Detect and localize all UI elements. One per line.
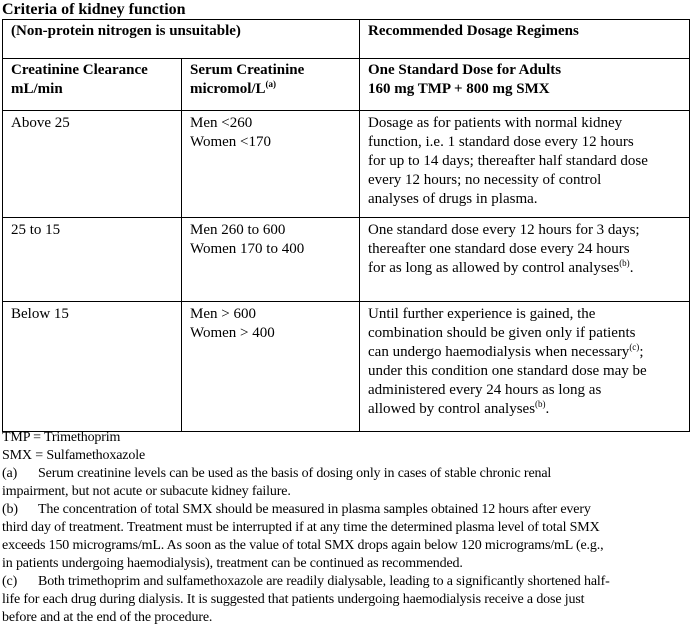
footnote-text: in patients undergoing haemodialysis), treatment can be continued as recommended. [2, 556, 463, 571]
clearance-value: Above 25 [11, 115, 70, 131]
footnote-line [2, 519, 690, 537]
clearance-header-line: Creatinine Clearance [11, 62, 148, 78]
table-row [3, 111, 690, 218]
clearance-cell [3, 111, 182, 218]
clearance-cell [3, 302, 182, 432]
regimen-cell [360, 218, 690, 302]
regimen-line [368, 152, 689, 171]
clearance-cell [3, 218, 182, 302]
kidney-function-dosage-table [2, 19, 690, 432]
clearance-header-cell [3, 59, 182, 111]
footnote-text: before and at the end of the procedure. [2, 610, 213, 625]
regimen-text: analyses of drugs in plasma. [368, 191, 538, 207]
regimen-text: thereafter one standard dose every 24 hours [368, 241, 630, 257]
standard-dose-header-cell [360, 59, 690, 111]
serum-value-men: Men 260 to 600 [190, 222, 286, 238]
footnote-label: (a) [2, 466, 18, 481]
regimen-line [368, 381, 689, 400]
abbreviation-tmp: TMP = Trimethoprim [2, 430, 121, 445]
footnote-line [2, 609, 690, 627]
serum-header-line: Serum Creatinine [190, 62, 305, 78]
serum-creatinine-cell [182, 302, 360, 432]
footnote-label: (b) [2, 502, 18, 517]
serum-value-men: Men <260 [190, 115, 253, 131]
footnote-a [2, 465, 690, 501]
footnote-line [2, 573, 690, 591]
regimen-line [368, 190, 689, 209]
serum-value-women: Women > 400 [190, 325, 275, 341]
footnote-c [2, 573, 690, 627]
footnote-ref: (c) [629, 342, 640, 352]
serum-header-unit-line [190, 80, 359, 99]
punctuation: . [545, 401, 550, 417]
serum-creatinine-cell [182, 218, 360, 302]
footnote-text: exceeds 150 micrograms/mL. As soon as the value of total SMX drops again below 120 micrograms/mL (e.g., [2, 538, 604, 553]
serum-header-cell [182, 59, 360, 111]
standard-dose-header-line: One Standard Dose for Adults [368, 62, 562, 78]
footnote-text: third day of treatment. Treatment must be interrupted if at any time the determined plasma level of total SMX [2, 520, 600, 535]
regimen-text: Until further experience is gained, the [368, 306, 596, 322]
footnote-text: The concentration of total SMX should be measured in plasma samples obtained 12 hours after every [38, 502, 591, 517]
regimen-text: One standard dose every 12 hours for 3 days; [368, 222, 640, 238]
document-title: Criteria of kidney function [2, 1, 186, 18]
regimen-header-text: Recommended Dosage Regimens [368, 23, 579, 39]
footnote-line [2, 483, 690, 501]
serum-header-unit: micromol/L [190, 81, 266, 97]
footnote-text: impairment, but not acute or subacute kidney failure. [2, 484, 291, 499]
serum-value-men: Men > 600 [190, 306, 256, 322]
regimen-text: for as long as allowed by control analyses [368, 260, 620, 276]
clearance-value: 25 to 15 [11, 222, 61, 238]
footnotes-section [2, 429, 690, 627]
regimen-line [368, 362, 689, 381]
regimen-text: for up to 14 days; thereafter half standard dose [368, 153, 648, 169]
table-row [3, 302, 690, 432]
regimen-text: every 12 hours; no necessity of control [368, 172, 602, 188]
table-header-row-2 [3, 59, 690, 111]
regimen-text: administered every 24 hours as long as [368, 382, 602, 398]
abbreviation-smx: SMX = Sulfamethoxazole [2, 448, 146, 463]
footnote-line [2, 501, 690, 519]
footnote-b [2, 501, 690, 573]
regimen-line [368, 343, 689, 362]
serum-value-women: Women <170 [190, 134, 271, 150]
footnote-line [2, 591, 690, 609]
standard-dose-composition: 160 mg TMP + 800 mg SMX [368, 81, 550, 97]
regimen-text: under this condition one standard dose may be [368, 363, 647, 379]
regimen-line [368, 171, 689, 190]
regimen-text: can undergo haemodialysis when necessary [368, 344, 630, 360]
footnote-text: life for each drug during dialysis. It is suggested that patients undergoing haemodialysis receive a dose just [2, 592, 585, 607]
regimen-header-cell [360, 20, 690, 59]
regimen-line [368, 400, 689, 419]
footnote-ref: (b) [535, 399, 546, 409]
regimen-line [368, 114, 689, 133]
punctuation: ; [639, 344, 644, 360]
footnote-line [2, 537, 690, 555]
regimen-line [368, 221, 689, 240]
regimen-text: Dosage as for patients with normal kidney [368, 115, 623, 131]
regimen-cell [360, 111, 690, 218]
criteria-header-text: (Non-protein nitrogen is unsuitable) [11, 23, 241, 39]
footnote-notes [2, 465, 690, 627]
regimen-line [368, 305, 689, 324]
punctuation: . [629, 260, 634, 276]
footnote-text: Both trimethoprim and sulfamethoxazole are readily dialysable, leading to a significantly shortened half- [38, 574, 610, 589]
regimen-line [368, 240, 689, 259]
footnote-line [2, 465, 690, 483]
table-row [3, 218, 690, 302]
footnote-line [2, 555, 690, 573]
regimen-cell [360, 302, 690, 432]
serum-creatinine-cell [182, 111, 360, 218]
regimen-line [368, 324, 689, 343]
clearance-value: Below 15 [11, 306, 69, 322]
regimen-line [368, 259, 689, 278]
regimen-text: allowed by control analyses [368, 401, 536, 417]
clearance-header-unit: mL/min [11, 81, 63, 97]
regimen-text: function, i.e. 1 standard dose every 12 hours [368, 134, 634, 150]
regimen-text: combination should be given only if patients [368, 325, 636, 341]
footnote-ref-a: (a) [265, 79, 277, 89]
footnote-ref: (b) [619, 258, 630, 268]
serum-value-women: Women 170 to 400 [190, 241, 305, 257]
footnote-text: Serum creatinine levels can be used as the basis of dosing only in cases of stable chronic renal [38, 466, 552, 481]
table-header-row-1 [3, 20, 690, 59]
regimen-line [368, 133, 689, 152]
criteria-header-cell [3, 20, 360, 59]
footnote-label: (c) [2, 574, 18, 589]
